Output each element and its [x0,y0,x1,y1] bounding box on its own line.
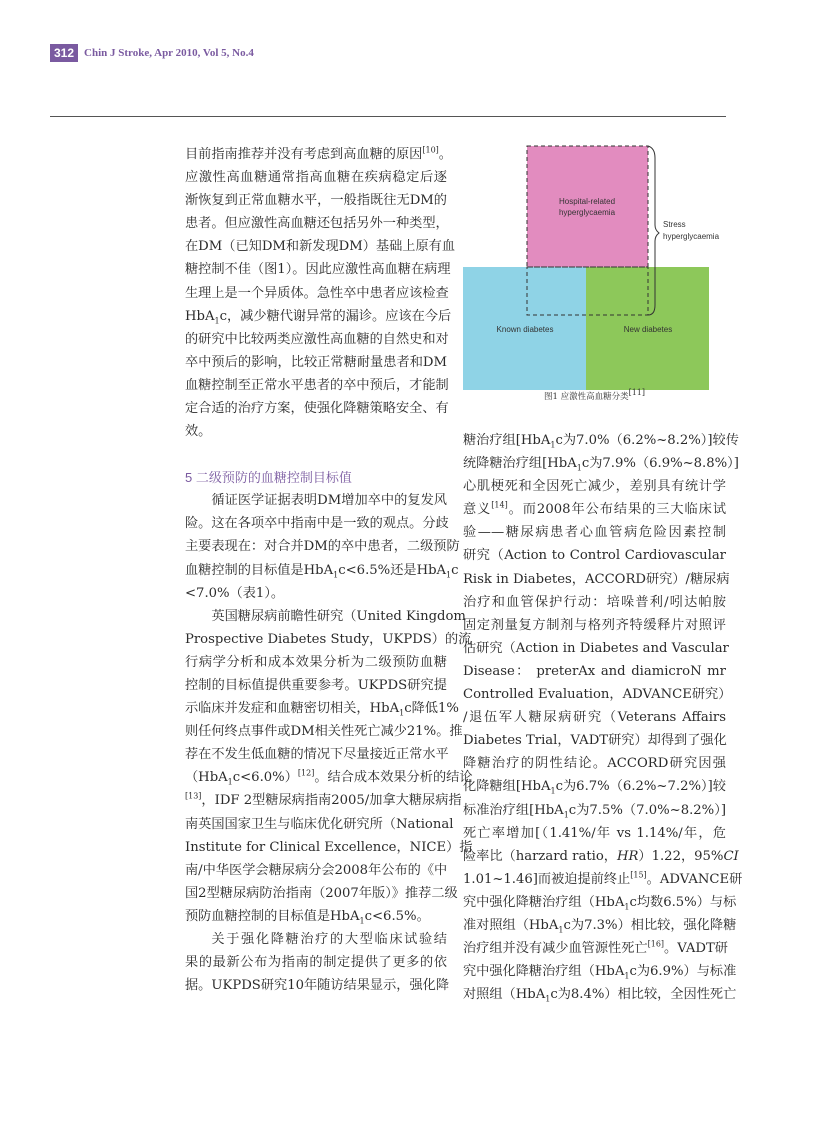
known-diabetes-label: Known diabetes [496,325,554,334]
page-number: 312 [50,44,78,62]
paragraph: 糖治疗组[HbA$_1$c为7.0%（6.2%~8.2%）]较传 统降糖治疗组[HbA$_1$c为7.9%（6.9%~8.8%）] 心肌梗死和全因死亡减少，差别具有统计学 意义[14]。而2008年公布结果的三大临床试 验——糖尿病患者心血管病危险因素控制 研究（Action to Control Cardiovascular Risk in Diabetes，ACCORD研究）/糖尿病 治疗和血管保护行动：培哚普利/吲达帕胺 固定剂量复方制剂与格列齐特缓释片对照评 估研究（Action in Diabetes and Vascular Disease： preterAx and diamicroN mr Controlled Evaluation，ADVANCE研究） /退伍军人糖尿病研究（Veterans Affairs Diabetes Trial，VADT研究）却得到了强化 降糖治疗的阴性结论。ACCORD研究因强 化降糖组[HbA$_1$c为6.7%（6.2%~7.2%）]较 标准治疗组[HbA$_1$c为7.5%（7.0%~8.2%）] 死亡率增加[（1.41%/年 vs 1.14%/年，危 险率比（harzard ratio，HR）1.22，95%CI 1.01~1.46]而被迫提前终止[15]。ADVANCE研 究中强化降糖治疗组（HbA$_1$c均数6.5%）与标 准对照组（HbA$_1$c为7.3%）相比较，强化降糖 治疗组并没有减少血管源性死亡[16]。VADT研 究中强化降糖治疗组（HbA$_1$c为6.9%）与标准 对照组（HbA$_1$c为8.4%）相比较，全因性死亡 [463,433,743,1004]
running-header [50,44,254,62]
stress-label: Stress [663,220,686,229]
hospital-box [527,146,648,267]
paragraph: 关于强化降糖治疗的大型临床试验结 果的最新公布为指南的制定提供了更多的依 据。UKPDS研究10年随访结果显示，强化降 [185,932,450,994]
figure-caption: 图1 应激性高血糖分类[11] [543,388,646,402]
section-heading: 5 二级预防的血糖控制目标值 [185,470,352,486]
left-column [185,143,473,997]
paragraph: 循证医学证据表明DM增加卒中的复发风 险。这在各项卒中指南中是一致的观点。分歧 主要表现在：对合并DM的卒中患者，二级预防 血糖控制的目标值是HbA$_1$c<6.5%还是HbA$_1$c <7.0%（表1）。 [185,493,460,601]
hospital-label: Hospital-related [558,197,616,206]
figure-stress-hyperglycaemia [463,144,726,414]
paragraph: 目前指南推荐并没有考虑到高血糖的原因[10]。 应激性高血糖通常指高血糖在疾病稳定后逐 渐恢复到正常血糖水平，一般指既往无DM的 患者。但应激性高血糖还包括另外一种类型， 在DM（已知DM和新发现DM）基础上原有血 糖控制不佳（图1）。因此应激性高血糖在病理 生理上是一个异质体。急性卒中患者应该检查 HbA$_1$c，减少糖代谢异常的漏诊。应该在今后 的研究中比较两类应激性高血糖的自然史和对 卒中预后的影响，比较正常糖耐量患者和DM 血糖控制至正常水平患者的卒中预后，才能制 定合适的治疗方案，使强化降糖策略安全、有 效。 [185,145,456,440]
paragraph: 英国糖尿病前瞻性研究（United Kingdom Prospective Diabetes Study，UKPDS）的流 行病学分析和成本效果分析为二级预防血糖 控制的目标值提供重要参考。UKPDS研究提 示临床并发症和血糖密切相关，HbA$_1$c降低1% 则任何终点事件或DM相关性死亡减少21%。推 荐在不发生低血糖的情况下尽量接近正常水平 （HbA$_1$c<6.0%）[12]。结合成本效果分析的结论 [13]，IDF 2型糖尿病指南2005/加拿大糖尿病指 南英国国家卫生与临床优化研究所（National Institute for Clinical Excellence，NICE）指 南/中华医学会糖尿病分会2008年公布的《中 国2型糖尿病防治指南（2007年版）》推荐二级 预防血糖控制的目标值是HbA$_1$c<6.5%。 [185,608,473,926]
running-title: Chin J Stroke, Apr 2010, Vol 5, No.4 [84,47,254,59]
header-rule [50,116,726,117]
hospital-label-2: hyperglycaemia [558,208,616,217]
stress-label-2: hyperglycaemia [663,232,720,241]
right-column [463,429,743,1006]
new-diabetes-label: New diabetes [623,325,673,334]
